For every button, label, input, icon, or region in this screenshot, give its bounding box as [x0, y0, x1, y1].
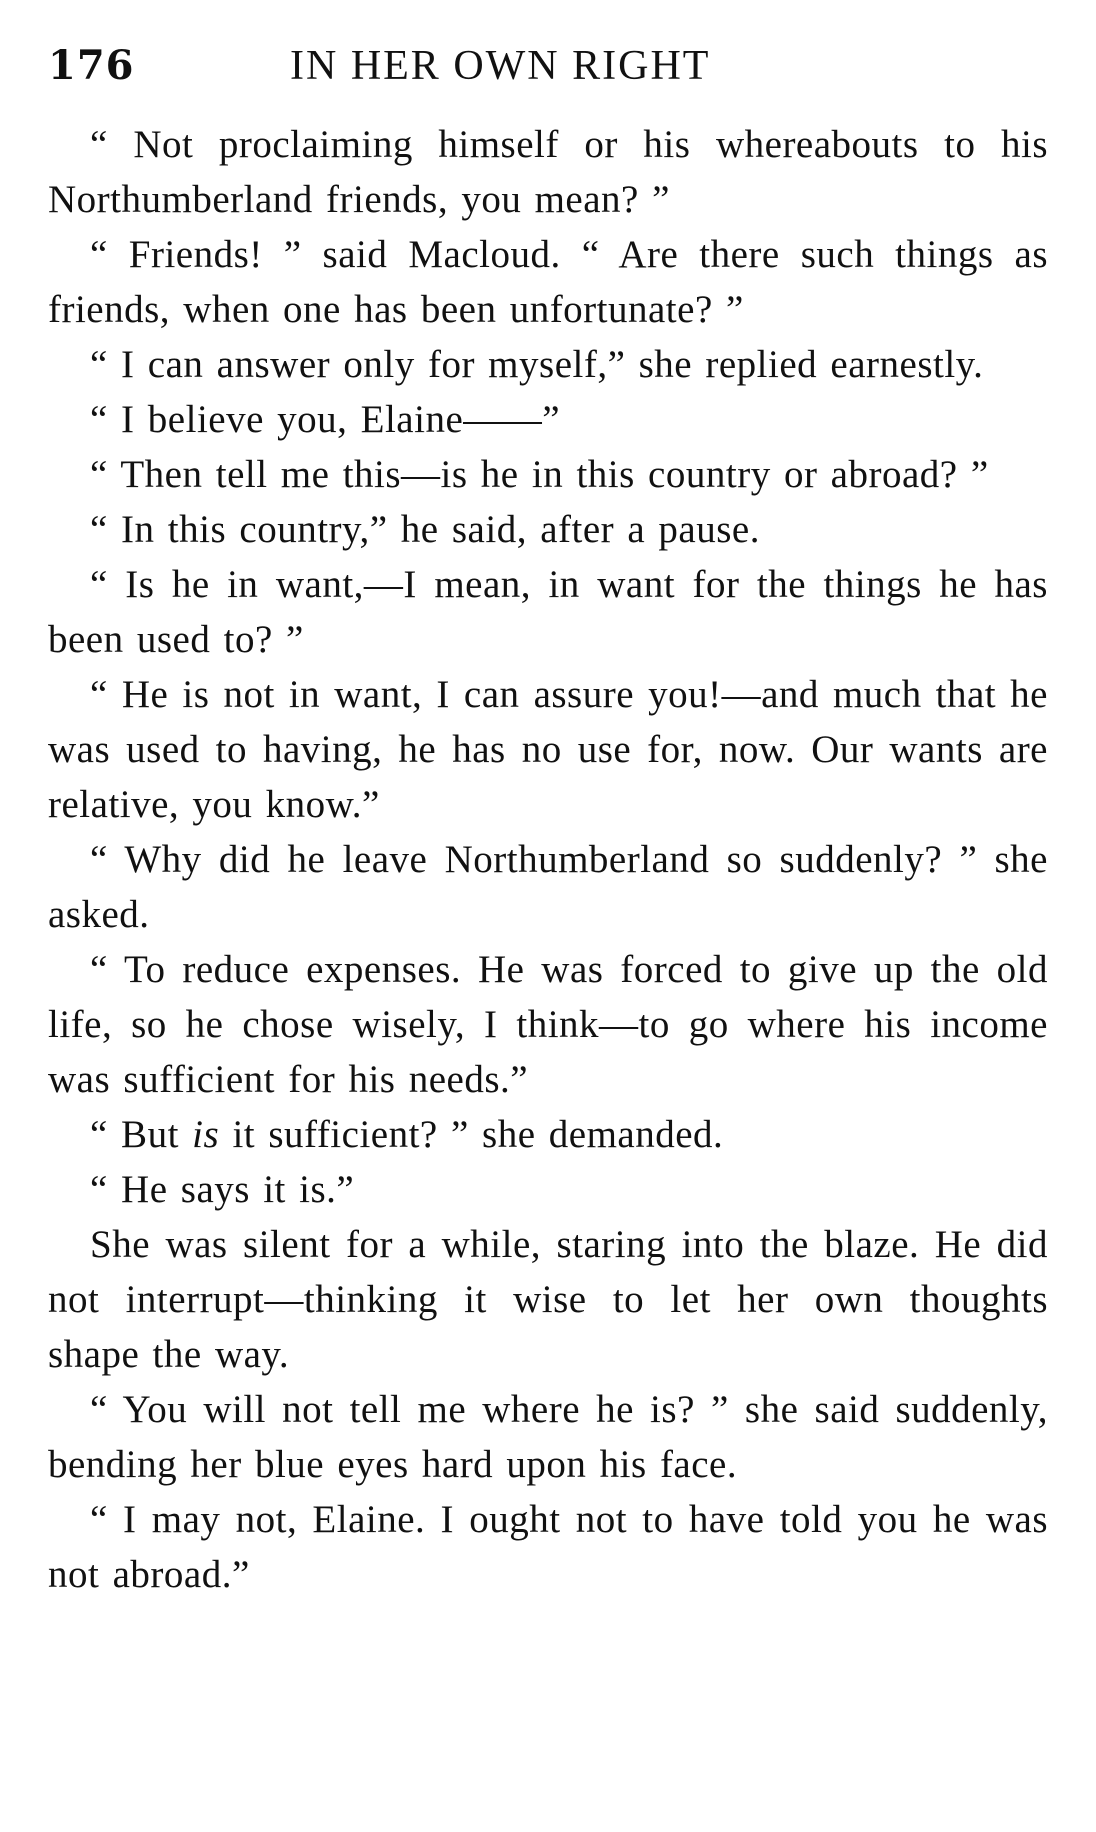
paragraph: “ Not proclaiming himself or his whereabouts to his Northumberland friends, you mean? ” — [48, 123, 1048, 221]
paragraph: “ He says it is.” — [90, 1168, 355, 1211]
body-text — [48, 117, 1048, 1602]
paragraph — [48, 1107, 1048, 1162]
emphasis-text: is — [192, 1113, 220, 1156]
paragraph: “ He is not in want, I can assure you!—and much that he was used to having, he has no use for, now. Our wants are relative, you know.” — [48, 673, 1048, 826]
page-number: 176 — [48, 42, 135, 89]
paragraph: “ I can answer only for myself,” she replied earnestly. — [90, 343, 984, 386]
paragraph: “ To reduce expenses. He was forced to give up the old life, so he chose wisely, I think—to go where his income was sufficient for his needs.” — [48, 948, 1048, 1101]
page-header — [48, 42, 1048, 92]
paragraph: “ Then tell me this—is he in this country or abroad? ” — [90, 453, 989, 496]
paragraph: “ Why did he leave Northumberland so suddenly? ” she asked. — [48, 838, 1048, 936]
running-title: IN HER OWN RIGHT — [290, 43, 711, 89]
paragraph: “ Friends! ” said Macloud. “ Are there such things as friends, when one has been unfortunate? ” — [48, 233, 1048, 331]
paragraph: “ I may not, Elaine. I ought not to have told you he was not abroad.” — [48, 1498, 1048, 1596]
paragraph-text: it sufficient? ” she demanded. — [219, 1113, 724, 1156]
paragraph: “ I believe you, Elaine——” — [90, 398, 561, 441]
paragraph: “ In this country,” he said, after a pause. — [90, 508, 760, 551]
paragraph: She was silent for a while, staring into the blaze. He did not interrupt—thinking it wise to let her own thoughts shape the way. — [48, 1223, 1048, 1376]
paragraph: “ Is he in want,—I mean, in want for the things he has been used to? ” — [48, 563, 1048, 661]
paragraph-text: “ But — [90, 1113, 193, 1156]
paragraph: “ You will not tell me where he is? ” she said suddenly, bending her blue eyes hard upon his face. — [48, 1388, 1048, 1486]
